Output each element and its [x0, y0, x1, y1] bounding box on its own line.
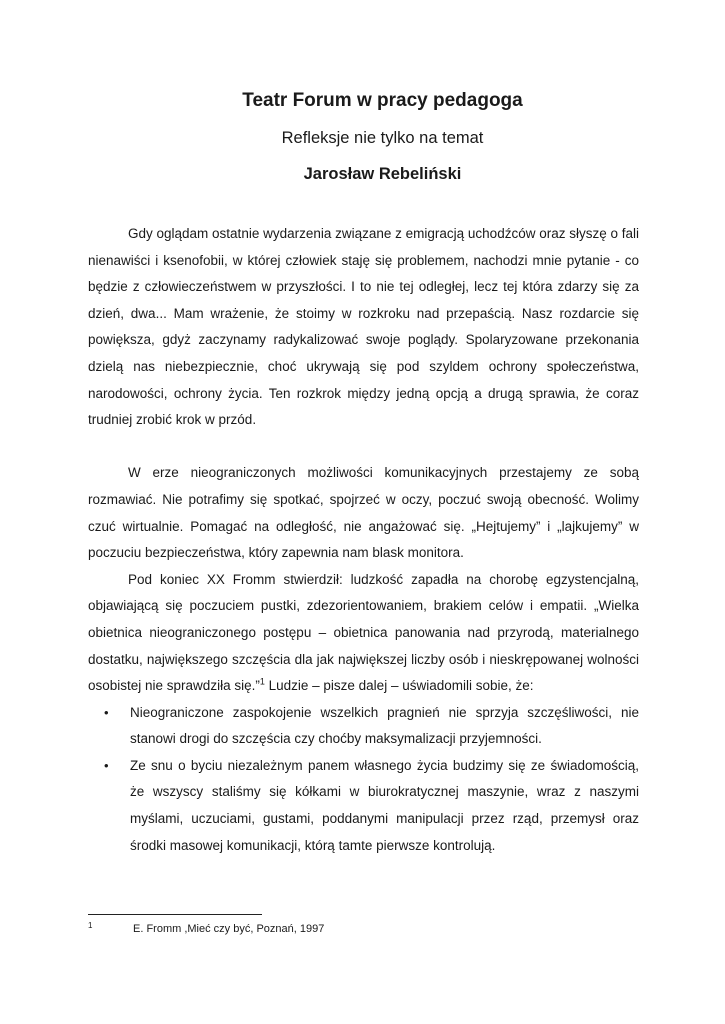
footnote-separator — [88, 914, 262, 915]
document-body — [88, 221, 639, 859]
bullet-list — [88, 700, 639, 860]
paragraph-3-text: Pod koniec XX Fromm stwierdził: ludzkość zapadła na chorobę egzystencjalną, objawiającą się poczuciem pustki, zdezorientowaniem, brakiem celów i empatii. „Wielka obietnica nieograniczonego postępu – obietnica panowania nad przyrodą, materialnego dostatku, największego szczęścia dla jak największej liczby osób i nieskrępowanej wolności osobistej nie sprawdziła się.” — [88, 571, 639, 694]
document-subtitle: Refleksje nie tylko na temat — [281, 129, 484, 147]
bullet-text-1: Nieograniczone zaspokojenie wszelkich pragnień nie sprzyja szczęśliwości, nie stanowi drogi do szczęścia czy choćby maksymalizacji przyjemności. — [130, 704, 639, 747]
bullet-icon: • — [104, 757, 109, 773]
footnote-reference: 1 — [259, 676, 265, 687]
bullet-text-2: Ze snu o byciu niezależnym panem własnego życia budzimy się ze świadomością, że wszyscy staliśmy się kółkami w biurokratycznej maszynie, wraz z naszymi myślami, uczuciami, gustami, poddanymi manipulacji przez rząd, przemysł oraz środki masowej komunikacji, którą tamte pierwsze kontrolują. — [130, 757, 639, 853]
document-title: Teatr Forum w pracy pedagoga — [242, 90, 523, 111]
paragraph-2: W erze nieograniczonych możliwości komunikacyjnych przestajemy ze sobą rozmawiać. Nie potrafimy się spotkać, spojrzeć w oczy, poczuć swoją obecność. Wolimy czuć wirtualnie. Pomagać na odległość, nie angażować się. „Hejtujemy” i „lajkujemy” w poczuciu bezpieczeństwa, który zapewnia nam blask monitora. — [88, 465, 639, 561]
paragraph-3 — [88, 567, 639, 700]
footnote-text: E. Fromm ,Mieć czy być, Poznań, 1997 — [133, 923, 325, 935]
document-author: Jarosław Rebeliński — [303, 165, 462, 183]
bullet-icon: • — [104, 704, 109, 720]
paragraph-3-tail: Ludzie – pisze dalej – uświadomili sobie, że: — [264, 678, 534, 694]
footnote-number: 1 — [88, 921, 93, 930]
paragraph-1: Gdy oglądam ostatnie wydarzenia związane z emigracją uchodźców oraz słyszę o fali nienawiści i ksenofobii, w której człowiek staję się problemem, nachodzi mnie pytanie - co będzie z człowieczeństwem w przyszłości. I to nie tej odległej, lecz tej która zdarzy się za dzień, dwa... Mam wrażenie, że stoimy w rozkroku nad przepaścią. Nasz rozdarcie się powiększa, gdyż zaczynamy radykalizować swoje poglądy. Spolaryzowane przekonania dzielą nas niebezpiecznie, choć ukrywają się pod szyldem ochrony społeczeństwa, narodowości, ochrony życia. Ten rozkrok między jedną opcją a drugą sprawia, że coraz trudniej zrobić krok w przód. — [88, 226, 639, 428]
bullet-item-2 — [88, 753, 639, 859]
bullet-item-1 — [88, 700, 639, 753]
